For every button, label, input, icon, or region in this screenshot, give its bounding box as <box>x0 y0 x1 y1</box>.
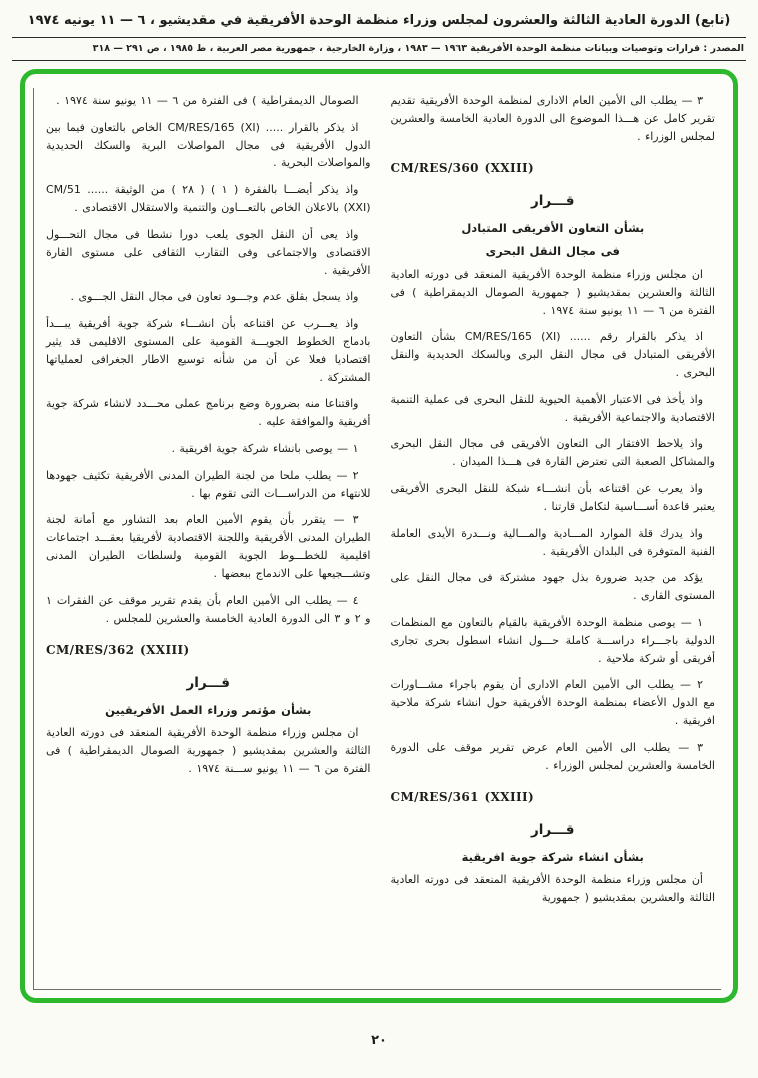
resolution-ref: CM/RES/362 (XXIII) <box>46 643 190 658</box>
paragraph: واذ يعـــرب عن اقتناعه بأن انشـــاء شركة جوية أفريقية يبـــدأ بادماج الخطوط الجويـــة القومية على المستوى الاقليمى قد يثير اقتصاديا فعلا عن أن من شأنه توسيع الاطار الجغرافى لعملياتها المشتركة . <box>46 317 371 384</box>
paragraph: ٣ — يتقرر بأن يقوم الأمين العام بعد التشاور مع أمانة لجنة الطيران المدنى الأفريقية واللجنة الاقتصادية لأفريقيا بعقـــد اجتماعات اقليمية للخطـــوط الجوية القومية ولسلطات الطيران المدنى وتشـــجيعها على الاندماج ببعضها . <box>46 513 371 580</box>
paragraph: يؤكد من جديد ضرورة بذل جهود مشتركة فى مجال النقل على المستوى القارى . <box>390 571 715 603</box>
page-header <box>0 0 758 61</box>
paragraph: ١ — يوصى بانشاء شركة جوية افريقية . <box>171 442 359 455</box>
paragraph: ٣ — يطلب الى الأمين العام عرض تقرير موقف على الدورة الخامسة والعشرين لمجلس الوزراء . <box>390 740 715 772</box>
paragraph: اذ يذكر بالقرار رقم ...... CM/RES/165 (XI) بشأن التعاون الأفريقى المتبادل فى مجال النقل البرى وبالسكك الحديدية والنقل البحرى . <box>390 330 715 380</box>
page-number: ٢٠ <box>371 1033 387 1048</box>
page-footer <box>0 1003 758 1078</box>
resolution-subtitle: بشأن التعاون الأفريقى المتبادل <box>461 220 645 235</box>
paragraph: ٢ — يطلب الى الأمين العام الادارى أن يقوم باجراء مشـــاورات مع الدول الأعضاء بمنظمة الوحدة الأفريقية حول انشاء شركة ملاحية افريقية . <box>390 678 715 728</box>
column-left <box>46 92 371 979</box>
column-right <box>391 92 716 979</box>
resolution-heading: قـــرار <box>531 821 575 838</box>
resolution-subtitle: بشأن انشاء شركة جوية افريقية <box>461 849 644 864</box>
resolution-ref: CM/RES/360 (XXIII) <box>390 161 535 176</box>
source-citation: المصدر : قرارات وتوصيات وبيانات منظمة الوحدة الأفريقية ١٩٦٣ — ١٩٨٣ ، وزارة الخارجية ، جمهورية مصر العربية ، ط ١٩٨٥ ، ص ٢٩١ — ٣١٨ <box>92 43 744 54</box>
paragraph: ان مجلس وزراء منظمة الوحدة الأفريقية المنعقد فى دورته العادية الثالثة والعشرين بمقديشيو ( جمهورية الصومال الديمقراطية ) فى الفترة من ٦ — ١١ يونيو سنة ١٩٧٤ . <box>390 267 715 317</box>
paragraph: واذ يدرك قلة الموارد المـــادية والمـــالية ونـــدرة الأيدى العاملة الفنية المتوفرة فى البلدان الأفريقية . <box>390 526 715 558</box>
paragraph: واقتناعا منه بضرورة وضع برنامج عملى محـــدد لانشاء شركة جوية أفريقية والموافقة عليه . <box>46 397 371 429</box>
two-column-text <box>33 88 721 990</box>
resolution-subtitle: بشأن مؤتمر وزراء العمل الأفريقيين <box>105 702 312 717</box>
paragraph: ١ — يوصى منظمة الوحدة الأفريقية بالقيام بالتعاون مع المنظمات الدولية باجـــراء دراســـة كاملة حـــول انشاء اسطول بحرى تجارى أفريقى أو شركة ملاحية . <box>390 615 715 665</box>
paragraph: واذ يلاحظ الافتقار الى التعاون الأفريقى فى مجال النقل البحرى والمشاكل الصعبة التى تعترض القارة فى هـــذا الميدان . <box>390 437 715 469</box>
paragraph: ٣ — يطلب الى الأمين العام الادارى لمنظمة الوحدة الأفريقية تقديم تقرير كامل عن هـــذا الموضوع الى الدورة العادية الخامسة والعشرين لمجلس الوزراء . <box>390 94 715 143</box>
paragraph: ٢ — يطلب ملحا من لجنة الطيران المدنى الأفريقية تكثيف جهودها للانتهاء من الدراســـات التى تقوم بها . <box>46 468 371 500</box>
header-divider-bottom <box>12 60 746 61</box>
paragraph: ٤ — يطلب الى الأمين العام بأن يقدم تقرير موقف عن الفقرات ١ و ٢ و ٣ الى الدورة العادية الخامسة والعشرين للمجلس . <box>46 593 371 625</box>
paragraph: ان مجلس وزراء منظمة الوحدة الأفريقية المنعقد فى دورته العادية الثالثة والعشرين بمقديشيو ( جمهورية الصومال الديمقراطية ) فى الفترة من ٦ — ١١ يونيو ســـنة ١٩٧٤ . <box>46 726 371 775</box>
green-frame <box>20 69 738 1003</box>
resolution-ref: CM/RES/361 (XXIII) <box>390 790 535 805</box>
paragraph: أن مجلس وزراء منظمة الوحدة الأفريقية المنعقد فى دورته العادية الثالثة والعشرين بمقديشيو ( جمهورية <box>390 873 715 905</box>
paragraph: واذ يسجل بقلق عدم وجـــود تعاون فى مجال النقل الجـــوى . <box>70 290 359 304</box>
paragraph: اذ يذكر بالقرار ..... CM/RES/165 (XI) الخاص بالتعاون فيما بين الدول الأفريقية فى مجال المواصلات البرية والسكك الحديدية والمواصلات البحرية . <box>46 120 371 170</box>
session-title: (تابع) الدورة العادية الثالثة والعشرون لمجلس وزراء منظمة الوحدة الأفريقية في مقديشيو ، ٦ — ١١ يونيه ١٩٧٤ <box>27 13 731 28</box>
resolution-heading: قـــرار <box>531 192 575 209</box>
resolution-subtitle: فى مجال النقل البحرى <box>485 244 620 259</box>
paragraph: الصومال الديمقراطية ) فى الفترة من ٦ — ١١ يونيو سنة ١٩٧٤ . <box>56 94 359 107</box>
resolution-heading: قـــرار <box>186 674 230 691</box>
paragraph: واذ يأخذ فى الاعتبار الأهمية الحيوية للنقل البحرى فى عملية التنمية الاقتصادية والاجتماعية الأفريقية . <box>390 392 715 424</box>
paragraph: واذ يعى أن النقل الجوى يلعب دورا نشطا فى مجال التحـــول الاقتصادى والاجتماعى وفى التقارب الثقافى على مستوى القارة الأفريقية . <box>46 227 371 277</box>
paragraph: واذ يعرب عن اقتناعه بأن انشـــاء شبكة للنقل البحرى الأفريقى يعتبر قاعدة أســـاسية لتكامل قارتنا . <box>390 482 715 513</box>
paragraph: واذ يذكر أيضـــا بالفقرة ( ١ ) ( ٢٨ ) من الوثيقة ...... CM/51 (XXI) بالاعلان الخاص بالتعـــاون والتنمية والاستقلال الاقتصادى . <box>46 183 371 215</box>
